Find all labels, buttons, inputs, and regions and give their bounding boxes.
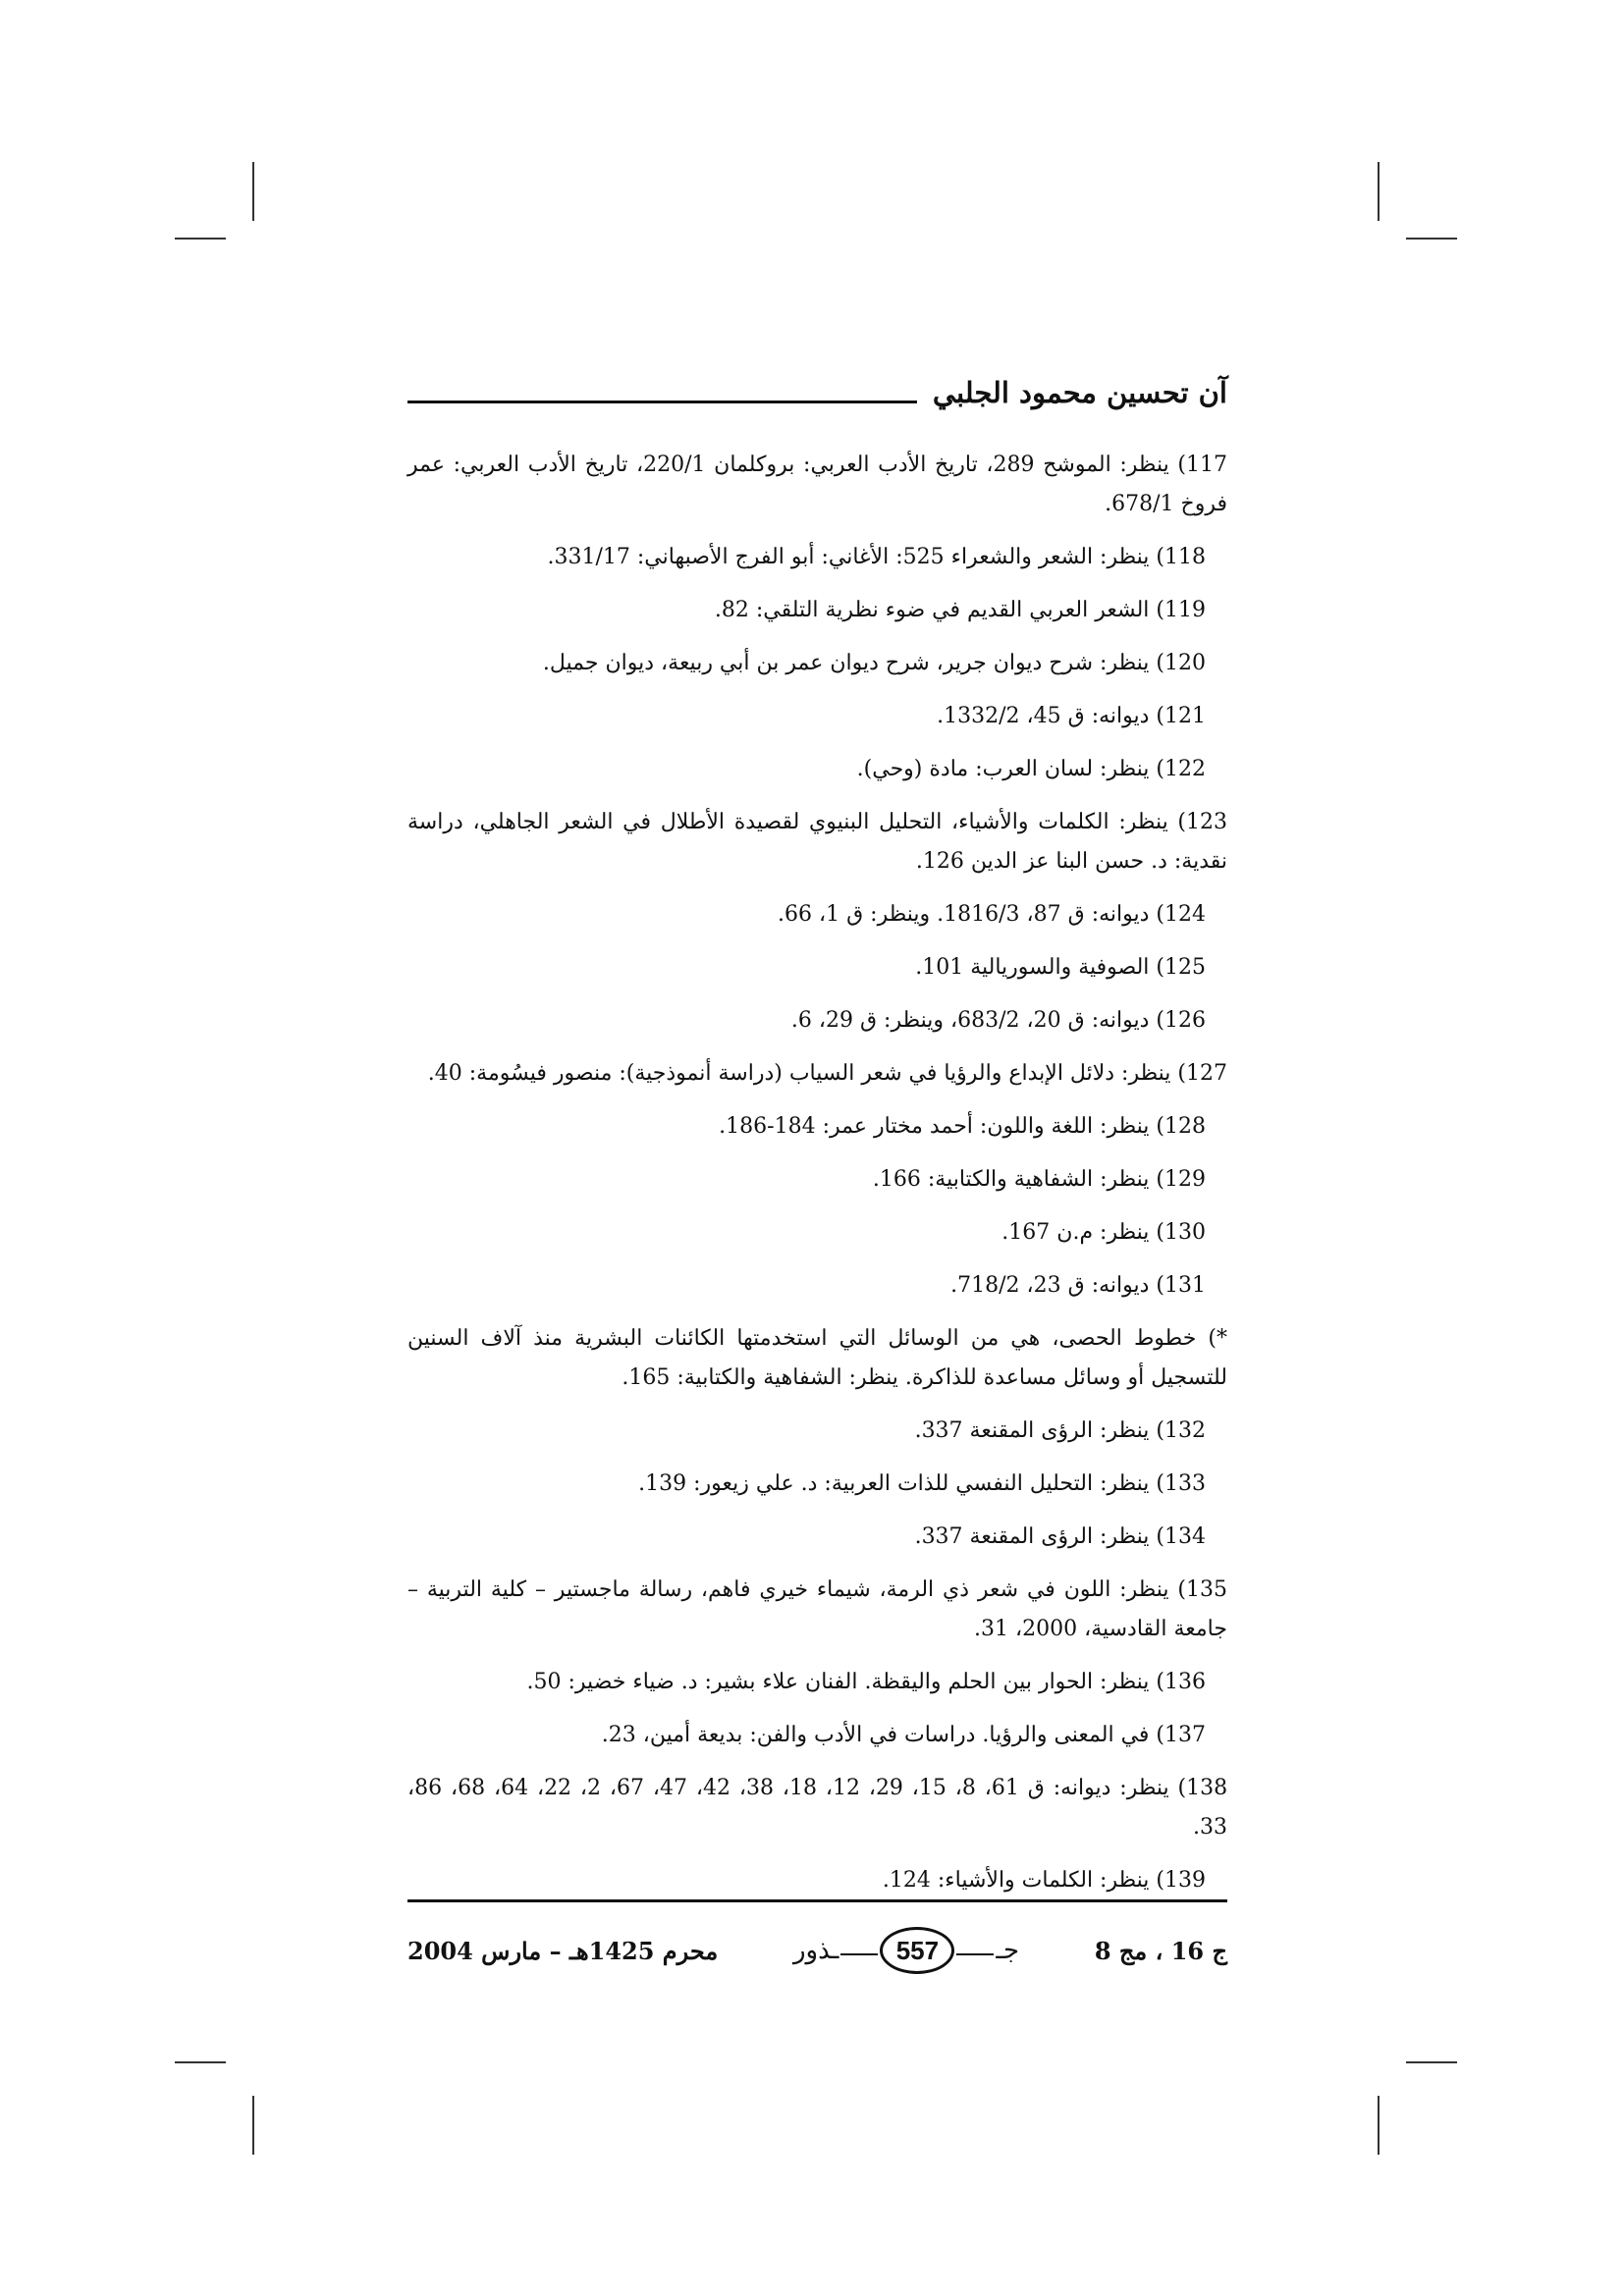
issue-date: محرم 1425هـ – مارس 2004 xyxy=(407,1936,719,1965)
endnote: 131) ديوانه: ق 23، 718/2. xyxy=(950,1273,1206,1298)
endnote: 135) ينظر: اللون في شعر ذي الرمة، شيماء خيري فاهم، رسالة ماجستير – كلية التربية – جامعة القادسية، 2000، 31. xyxy=(407,1577,1227,1641)
endnote: 139) ينظر: الكلمات والأشياء: 124. xyxy=(882,1868,1206,1893)
page-number: 557 xyxy=(880,1927,954,1974)
crop-mark xyxy=(1378,162,1380,221)
header-rule xyxy=(407,400,917,403)
crop-mark xyxy=(252,162,254,221)
endnote: 126) ديوانه: ق 20، 683/2، وينظر: ق 29، 6. xyxy=(790,1008,1206,1033)
crop-mark xyxy=(252,2096,254,2155)
crop-mark xyxy=(175,2061,226,2063)
endnote: 136) ينظر: الحوار بين الحلم واليقظة. الفنان علاء بشير: د. ضياء خضير: 50. xyxy=(526,1670,1206,1694)
journal-name-end: ـذور xyxy=(793,1936,839,1965)
endnote: 134) ينظر: الرؤى المقنعة 337. xyxy=(914,1524,1206,1549)
crop-mark xyxy=(1378,2096,1380,2155)
crop-mark xyxy=(1406,2061,1457,2063)
journal-logo xyxy=(793,1927,1019,1974)
page-footer xyxy=(407,1899,1227,1988)
endnote: 120) ينظر: شرح ديوان جرير، شرح ديوان عمر بن أبي ربيعة، ديوان جميل. xyxy=(542,651,1206,675)
endnote: 123) ينظر: الكلمات والأشياء، التحليل البنيوي لقصيدة الأطلال في الشعر الجاهلي، دراسة نقدية: د. حسن البنا عز الدين 126. xyxy=(407,810,1227,874)
issue-volume: ج 16 ، مج 8 xyxy=(1094,1936,1227,1965)
crop-mark xyxy=(175,238,226,240)
endnote: 138) ينظر: ديوانه: ق 61، 8، 15، 29، 12، 18، 38، 42، 47، 67، 2، 22، 64، 68، 86، 33. xyxy=(407,1776,1228,1840)
running-header xyxy=(407,363,1227,422)
endnote: 117) ينظر: الموشح 289، تاريخ الأدب العربي: بروكلمان 220/1، تاريخ الأدب العربي: عمر فروخ 678/1. xyxy=(407,453,1227,516)
endnote: 125) الصوفية والسوريالية 101. xyxy=(915,955,1206,980)
endnote: 124) ديوانه: ق 87، 1816/3. وينظر: ق 1، 66. xyxy=(778,902,1206,927)
endnote: 130) ينظر: م.ن 167. xyxy=(1001,1220,1206,1245)
crop-mark xyxy=(1406,238,1457,240)
endnote: 129) ينظر: الشفاهية والكتابية: 166. xyxy=(872,1167,1206,1192)
endnote: 118) ينظر: الشعر والشعراء 525: الأغاني: أبو الفرج الأصبهاني: 331/17. xyxy=(547,545,1206,569)
author-name: آن تحسين محمود الجلبي xyxy=(932,376,1227,409)
footer-row xyxy=(407,1925,1227,1976)
endnote: 127) ينظر: دلائل الإبداع والرؤيا في شعر السياب (دراسة أنموذجية): منصور فيسُومة: 40. xyxy=(427,1061,1227,1086)
journal-name-start: جـ xyxy=(996,1936,1020,1965)
journal-line xyxy=(840,1953,878,1955)
endnote: 119) الشعر العربي القديم في ضوء نظرية التلقي: 82. xyxy=(714,598,1206,622)
footer-rule xyxy=(407,1899,1227,1902)
journal-line xyxy=(956,1953,994,1955)
endnotes-list xyxy=(407,446,1227,1914)
endnote: *) خطوط الحصى، هي من الوسائل التي استخدمتها الكائنات البشرية منذ آلاف السنين للتسجيل أو وسائل مساعدة للذاكرة. ينظر: الشفاهية والكتابية: 165. xyxy=(407,1326,1227,1390)
endnote: 122) ينظر: لسان العرب: مادة (وحي). xyxy=(856,757,1206,781)
endnote: 132) ينظر: الرؤى المقنعة 337. xyxy=(914,1418,1206,1443)
endnote: 128) ينظر: اللغة واللون: أحمد مختار عمر: 184-186. xyxy=(719,1114,1206,1139)
page xyxy=(407,363,1227,1993)
endnote: 137) في المعنى والرؤيا. دراسات في الأدب والفن: بديعة أمين، 23. xyxy=(601,1723,1206,1747)
endnote: 133) ينظر: التحليل النفسي للذات العربية: د. علي زيعور: 139. xyxy=(638,1471,1206,1496)
endnote: 121) ديوانه: ق 45، 1332/2. xyxy=(937,704,1206,728)
